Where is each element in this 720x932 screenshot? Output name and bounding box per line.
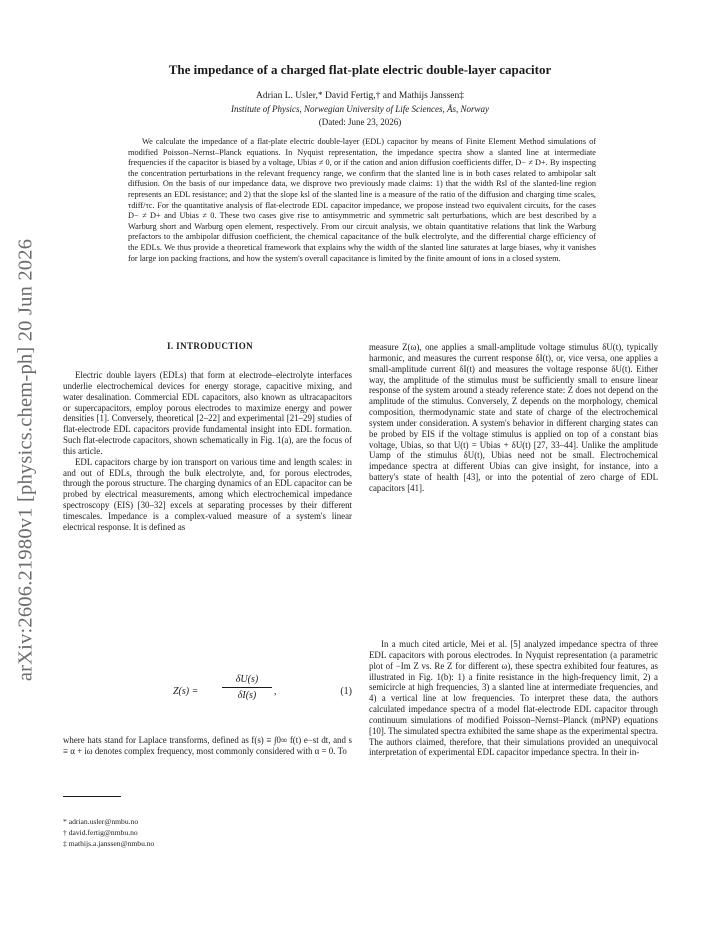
footnote-email: ‡ mathijs.a.janssen@nmbu.no	[63, 839, 155, 848]
arxiv-identifier: arXiv:2606.21980v1 [physics.chem-ph] 20 Jun 2026	[14, 238, 37, 682]
equation-denominator: δI(s)	[237, 690, 257, 701]
date-line: (Dated: June 23, 2026)	[318, 117, 402, 127]
affiliation: Institute of Physics, Norwegian University of Life Sciences, Ås, Norway	[231, 104, 489, 114]
equation-punctuation: ,	[274, 686, 277, 697]
paragraph: where hats stand for Laplace transforms, defined as f(s) ≡ ∫0∞ f(t) e−st dt, and s ≡ α + iω denotes complex frequency, most commonly considered with α = 0. To	[63, 735, 352, 756]
equation-lhs: Z(s) =	[173, 686, 199, 697]
right-column-top	[369, 342, 658, 494]
paragraph: measure Z(ω), one applies a small-amplitude voltage stimulus δU(t), typically harmonic, and measures the current response δI(t), or, vice versa, one applies a small-amplitude current δI(t) and measures the voltage response δU(t). Either way, the amplitude of the stimulus must be sufficiently small to ensure linear response of the system around a steady reference state: Z does not depend on the amplitude of the stimulus. Conversely, Z depends on the morphology, chemical composition, thermodynamic state and state of charge of the electrochemical system under consideration. A system's behavior in different charging states can be probed by EIS if the voltage stimulus is applied on top of a constant bias voltage, Ubias, so that U(t) = Ubias + δU(t) [27, 33–44]. Unlike the amplitude Uamp of the stimulus δU(t), Ubias need not be small. Electrochemical impedance spectra at different Ubias can give insight, for instance, into a battery's state of health [43], or into the potential of zero charge of EDL capacitors [41].	[369, 342, 658, 493]
left-column-bottom	[63, 735, 352, 757]
equation-number: (1)	[340, 686, 352, 697]
equation-1	[63, 672, 352, 712]
footnote-email: * adrian.usler@nmbu.no	[63, 817, 139, 826]
paragraph: In a much cited article, Mei et al. [5] analyzed impedance spectra of three EDL capacitors with porous electrodes. In Nyquist representation (a parametric plot of −Im Z vs. Re Z for different ω), these spectra exhibited four features, as illustrated in Fig. 1(b): 1) a finite resistance in the high-frequency limit, 2) a semicircle at high frequencies, 3) a slanted line at intermediate frequencies, and 4) a vertical line at low frequencies. To interpret these data, the authors calculated impedance spectra of a model flat-electrode EDL capacitor through continuum simulations of modified Poisson–Nernst–Planck (mPNP) equations [10]. The simulated spectra exhibited the same shape as the experimental spectra. The authors claimed, therefore, that their simulations provided an unequivocal interpretation of experimental EDL capacitor impedance spectra. In their in-	[369, 639, 658, 758]
equation-numerator: δU(s)	[222, 674, 272, 688]
arxiv-side-stamp	[6, 210, 46, 710]
right-column-bottom	[369, 639, 658, 758]
footnote-rule	[63, 796, 121, 797]
paper-title: The impedance of a charged flat-plate electric double-layer capacitor	[168, 62, 552, 77]
section-heading: I. INTRODUCTION	[166, 341, 253, 351]
abstract: We calculate the impedance of a flat-plate electric double-layer (EDL) capacitor by means of Finite Element Method simulations of modified Poisson–Nernst–Planck equations. In Nyquist representation, the impedance spectra show a slanted line at intermediate frequencies if the capacitor is biased by a voltage, Ubias ≠ 0, or if the cation and anion diffusion coefficients differ, D− ≠ D+. By inspecting the concentration perturbations in the relevant frequency range, we confirm that the slanted line is in both cases related to ambipolar salt diffusion. On the basis of our impedance data, we disprove two previously made claims: 1) that the width Rsl of the slanted-line region represents an EDL resistance; and 2) that the slope ksl of the slanted line is a measure of the ratio of the diffusion and charging time scales, τdiff/τc. For the quantitative analysis of flat-electrode EDL capacitor impedance, we propose instead two equivalent circuits, for the cases D− ≠ D+ and Ubias ≠ 0. These two cases give rise to antisymmetric and symmetric salt perturbations, which are best described by a Warburg short and Warburg open element, respectively. From our circuit analysis, we obtain quantitative relations that link the Warburg prefactors to the ambipolar diffusion coefficient, the chemical capacitance of the bulk electrolyte, and the differential charge efficiency of the EDLs. We thus provide a theoretical framework that explains why the width of the slanted line saturates at large biases, why it vanishes for large ion packing fractions, and how the system's overall capacitance is limited by the finite amount of ions in a closed system.	[128, 137, 596, 263]
footnote-email: † david.fertig@nmbu.no	[63, 828, 138, 837]
paragraph: EDL capacitors charge by ion transport on various time and length scales: in and out of EDLs, through the bulk electrolyte, and, for porous electrodes, through the porous structure. The charging dynamics of an EDL capacitor can be probed by electrical measurements, among which electrochemical impedance spectroscopy (EIS) [30–32] excels at separating processes by their different timescales. Impedance is a complex-valued measure of a system's linear electrical response. It is defined as	[63, 456, 352, 532]
left-column-top	[63, 370, 352, 533]
paragraph: Electric double layers (EDLs) that form at electrode–electrolyte interfaces underlie electrochemical devices for energy storage, capacitive mixing, and water desalination. Commercial EDL capacitors, also known as ultracapacitors or supercapacitors, employ porous electrodes to maximize energy and power densities [1]. Conversely, theoretical [2–22] and experimental [21–29] studies of flat-electrode EDL capacitors provide fundamental insight into EDL formation. Such flat-electrode capacitors, shown schematically in Fig. 1(a), are the focus of this article.	[63, 370, 352, 456]
equation-fraction	[222, 674, 272, 701]
author-list: Adrian L. Usler,* David Fertig,† and Mathijs Janssen‡	[255, 91, 465, 101]
